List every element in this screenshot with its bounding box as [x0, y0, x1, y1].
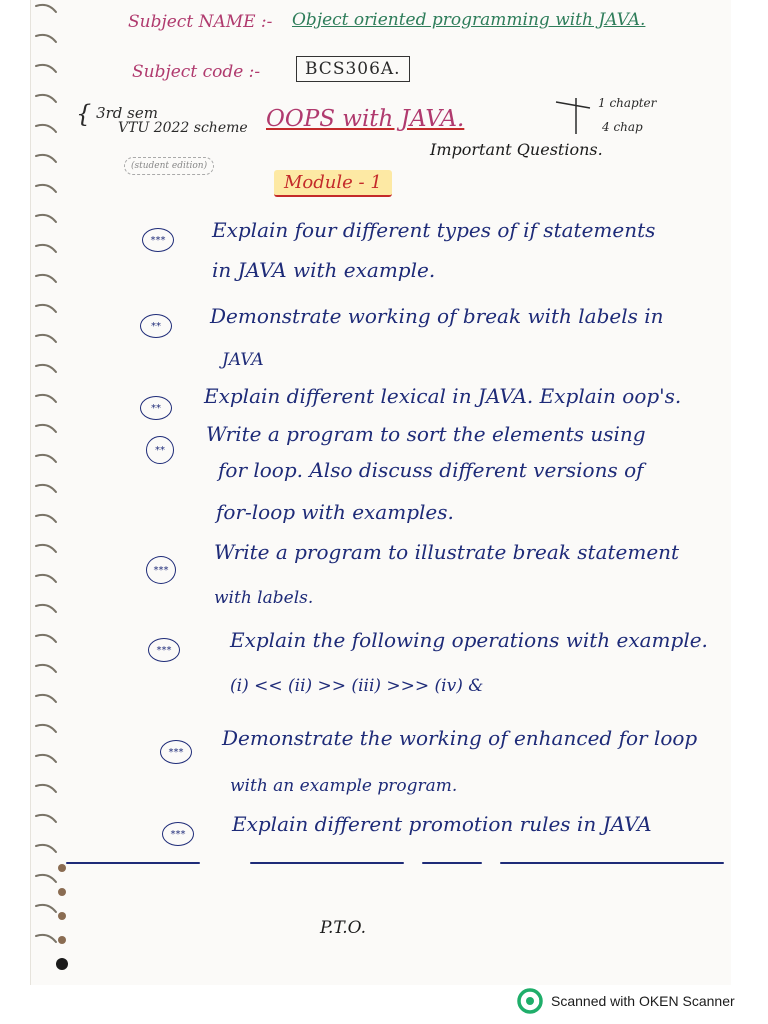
- question-6-badge: ***: [148, 638, 180, 662]
- spiral-binding: [0, 0, 70, 985]
- semester-line-2: VTU 2022 scheme: [118, 120, 248, 136]
- question-5-line-2: with labels.: [214, 588, 314, 608]
- divider-segment-1: [66, 862, 200, 864]
- oken-scanner-logo-icon: [517, 988, 543, 1014]
- question-3-line-1: Explain different lexical in JAVA. Explain oop's.: [204, 384, 682, 408]
- question-8-line-1: Explain different promotion rules in JAVA: [232, 812, 652, 836]
- subject-code-value: BCS306A.: [296, 56, 410, 82]
- question-3-badge: **: [140, 396, 172, 420]
- question-7-badge: ***: [160, 740, 192, 764]
- subject-code-label: Subject code :-: [132, 62, 261, 82]
- question-4-line-1: Write a program to sort the elements using: [206, 422, 646, 446]
- semester-line-1: 3rd sem: [96, 104, 158, 122]
- pto-text: P.T.O.: [320, 918, 366, 938]
- subject-name-value: Object oriented programming with JAVA.: [292, 10, 646, 30]
- page-title: OOPS with JAVA.: [266, 106, 465, 132]
- question-2-badge: **: [140, 314, 172, 338]
- side-note-bottom: 4 chap: [602, 120, 643, 134]
- scanner-footer: [517, 987, 735, 1015]
- question-1-badge: ***: [142, 228, 174, 252]
- subject-name-label: Subject NAME :-: [128, 12, 273, 32]
- divider-segment-4: [500, 862, 724, 864]
- question-1-line-1: Explain four different types of if statements: [212, 218, 656, 242]
- question-6-line-2: (i) << (ii) >> (iii) >>> (iv) &: [230, 676, 484, 696]
- question-8-badge: ***: [162, 822, 194, 846]
- question-4-badge: **: [146, 436, 174, 464]
- question-1-line-2: in JAVA with example.: [212, 258, 436, 282]
- question-7-line-1: Demonstrate the working of enhanced for loop: [222, 726, 698, 750]
- question-5-badge: ***: [146, 556, 176, 584]
- stamp-text: (student edition): [124, 157, 214, 175]
- question-5-line-1: Write a program to illustrate break statement: [214, 540, 680, 564]
- side-note-top: 1 chapter: [598, 96, 657, 110]
- question-4-line-3: for-loop with examples.: [216, 500, 454, 524]
- question-2-line-1: Demonstrate working of break with labels in: [210, 304, 664, 328]
- divider-segment-2: [250, 862, 404, 864]
- notebook-page: [30, 0, 731, 985]
- side-note-bracket: [552, 96, 602, 138]
- divider-segment-3: [422, 862, 482, 864]
- semester-note: { 3rd sem: [76, 100, 158, 128]
- question-2-line-2: JAVA: [222, 350, 264, 370]
- question-6-line-1: Explain the following operations with example.: [230, 628, 708, 652]
- module-heading: Module - 1: [274, 170, 392, 197]
- important-questions-label: Important Questions.: [430, 140, 603, 159]
- question-4-line-2: for loop. Also discuss different versions of: [218, 458, 644, 482]
- question-7-line-2: with an example program.: [230, 776, 458, 796]
- scanner-watermark-text: Scanned with OKEN Scanner: [551, 993, 735, 1009]
